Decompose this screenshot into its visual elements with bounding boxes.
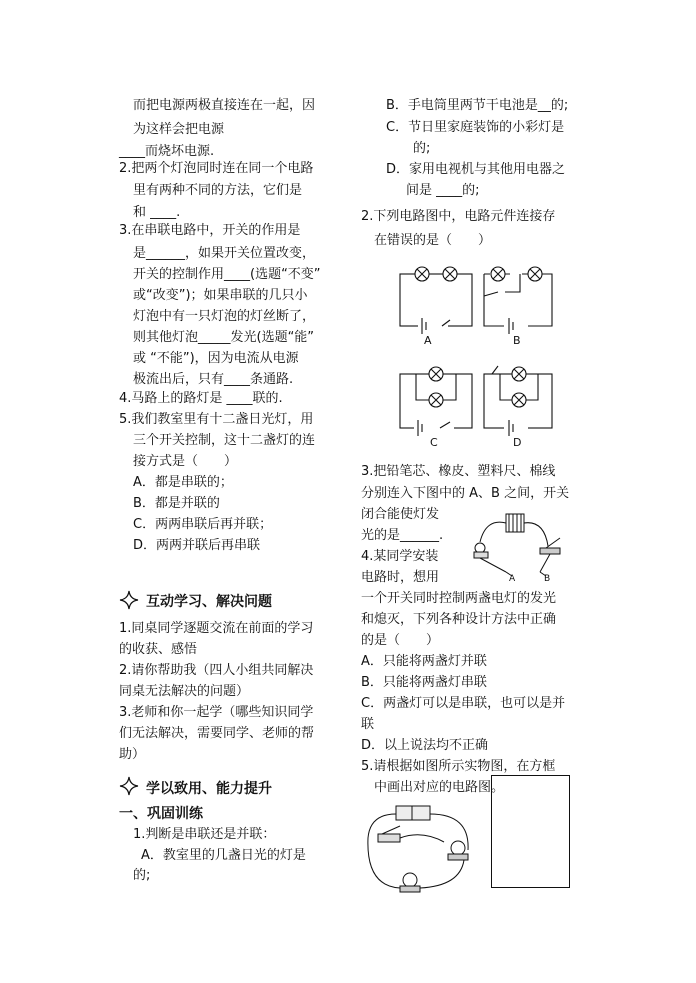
text-line: 或 “不能”)，因为电流从电源 bbox=[133, 351, 299, 366]
text-line: 的; bbox=[133, 868, 151, 883]
text-line: 是______，如果开关位置改变， bbox=[133, 246, 316, 261]
text-line: A．教室里的几盏日光的灯是 bbox=[141, 848, 306, 863]
option-b: B．都是并联的 bbox=[133, 496, 220, 511]
text-line: 而把电源两极直接连在一起，因 bbox=[133, 98, 316, 113]
question-2: 2.下列电路图中，电路元件连接存 bbox=[361, 209, 556, 224]
text-line: 同桌无法解决的问题） bbox=[119, 684, 250, 699]
terminal-label-a: A bbox=[509, 574, 516, 584]
text-line: 中画出对应的电路图。 bbox=[374, 780, 505, 795]
circuit-diagrams bbox=[392, 262, 562, 452]
question-3: 3.把铅笔芯、橡皮、塑料尺、棉线 bbox=[361, 464, 556, 479]
text-line: 灯泡中有一只灯泡的灯丝断了， bbox=[133, 309, 316, 324]
text-line: 和熄灭，下列各种设计方法中正确 bbox=[361, 612, 557, 627]
option-c: C．两两串联后再并联； bbox=[133, 517, 273, 532]
section-heading: 学以致用、能力提升 bbox=[146, 781, 272, 797]
text-line: 联 bbox=[361, 717, 375, 732]
question-5: 5.我们教室里有十二盏日光灯，用 bbox=[119, 412, 314, 427]
question-5: 5.请根据如图所示实物图，在方框 bbox=[361, 759, 556, 774]
text-line: 2.请你帮助我（四人小组共同解决 bbox=[119, 663, 314, 678]
sparkle-icon bbox=[119, 590, 139, 610]
text-line: D．家用电视机与其他用电器之 bbox=[386, 162, 566, 177]
text-line: 1.判断是串联还是并联： bbox=[133, 827, 276, 842]
text-line: 为这样会把电源 bbox=[133, 122, 225, 137]
text-line: 里有两种不同的方法，它们是 bbox=[133, 183, 303, 198]
diagram-label-a: A bbox=[424, 334, 432, 347]
sparkle-icon bbox=[119, 776, 139, 796]
text-line: 光的是______. bbox=[361, 528, 444, 543]
text-line: 三个开关控制，这十二盏灯的连 bbox=[133, 433, 316, 448]
text-line: C．节日里家庭装饰的小彩灯是 bbox=[386, 120, 565, 135]
text-line: 间是 ____的; bbox=[406, 183, 480, 198]
text-line: 们无法解决，需要同学、老师的帮 bbox=[119, 726, 315, 741]
diagram-label-b: B bbox=[513, 334, 521, 347]
text-line: ____而烧坏电源. bbox=[119, 144, 215, 159]
question-3: 3.在串联电路中，开关的作用是 bbox=[119, 223, 301, 238]
text-line: 或“改变”)；如果串联的几只小 bbox=[133, 288, 308, 303]
diagram-label-c: C bbox=[430, 436, 438, 449]
text-line: 闭合能使灯发 bbox=[361, 507, 440, 522]
text-line: 电路时，想用 bbox=[361, 570, 440, 585]
option-a: A．都是串联的； bbox=[133, 475, 233, 490]
text-line: 的收获、感悟 bbox=[119, 642, 198, 657]
option-b: B．只能将两盏灯串联 bbox=[361, 675, 487, 690]
text-line: 则其他灯泡_____发光(选题“能” bbox=[133, 330, 315, 345]
text-line: 助） bbox=[119, 747, 146, 762]
text-line: 接方式是（ ） bbox=[133, 454, 238, 469]
section-heading: 互动学习、解决问题 bbox=[146, 594, 272, 610]
text-line: 3.老师和你一起学（哪些知识同学 bbox=[119, 705, 314, 720]
text-line: 在错误的是（ ） bbox=[374, 233, 492, 248]
text-line: 一个开关同时控制两盏电灯的发光 bbox=[361, 591, 557, 606]
text-line: 的; bbox=[413, 141, 431, 156]
physical-circuit-figure bbox=[466, 508, 566, 588]
option-a: A．只能将两盏灯并联 bbox=[361, 654, 487, 669]
text-line: 开关的控制作用____(选题“不变” bbox=[133, 267, 321, 282]
text-line: 的是（ ） bbox=[361, 633, 440, 648]
answer-box[interactable] bbox=[491, 775, 570, 888]
option-d: D．以上说法均不正确 bbox=[361, 738, 489, 753]
diagram-label-d: D bbox=[513, 436, 522, 449]
text-line: 分别连入下图中的 A、B 之间，开关 bbox=[361, 486, 570, 501]
text-line: B．手电筒里两节干电池是__的; bbox=[386, 98, 569, 113]
option-c: C．两盏灯可以是串联，也可以是并 bbox=[361, 696, 566, 711]
question-4: 4.某同学安装 bbox=[361, 549, 439, 564]
subsection-heading: 一、巩固训练 bbox=[119, 806, 203, 822]
text-line: 1.同桌同学逐题交流在前面的学习 bbox=[119, 621, 314, 636]
physical-circuit-figure bbox=[360, 800, 485, 895]
text-line: 和 ____. bbox=[133, 205, 181, 220]
question-2: 2.把两个灯泡同时连在同一个电路 bbox=[119, 161, 314, 176]
question-4: 4.马路上的路灯是 ____联的. bbox=[119, 391, 283, 406]
text-line: 极流出后，只有____条通路. bbox=[133, 372, 294, 387]
option-d: D．两两并联后再串联 bbox=[133, 538, 261, 553]
terminal-label-b: B bbox=[544, 574, 551, 584]
